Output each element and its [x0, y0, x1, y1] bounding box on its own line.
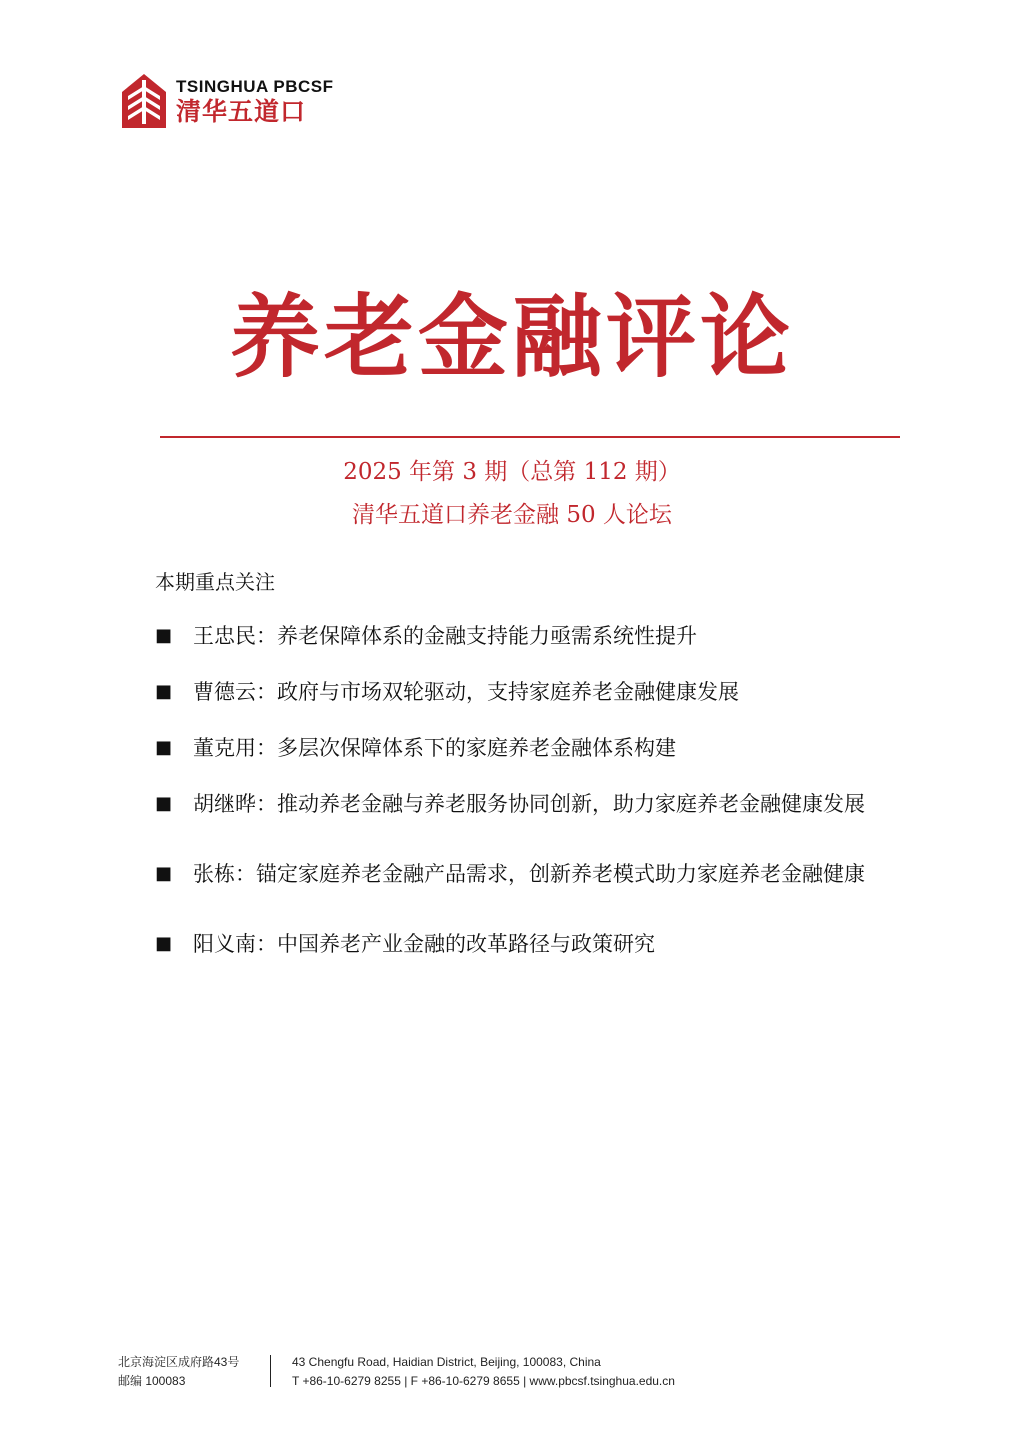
list-item-text: 曹德云：政府与市场双轮驱动，支持家庭养老金融健康发展	[193, 680, 739, 704]
list-item	[155, 860, 885, 902]
page-title: 养老金融评论	[230, 284, 794, 390]
list-item	[155, 678, 885, 706]
list-item-text: 胡继晔：推动养老金融与养老服务协同创新，助力家庭养老金融健康发展	[193, 792, 865, 816]
list-item	[155, 790, 885, 832]
list-item-text: 张栋：锚定家庭养老金融产品需求，创新养老模式助力家庭养老金融健康	[193, 862, 865, 886]
bullet-square-icon: ■	[155, 793, 173, 814]
brand-name-en: TSINGHUA PBCSF	[176, 77, 334, 96]
logo	[120, 72, 334, 132]
list-item	[155, 734, 885, 762]
issue-number: 2025 年第 3 期（总第 112 期）	[343, 459, 681, 485]
footer-address-cn: 北京海淀区成府路43号	[118, 1355, 240, 1369]
bullet-square-icon: ■	[155, 863, 173, 884]
pbcsf-emblem-icon	[120, 72, 168, 132]
focus-heading: 本期重点关注	[155, 570, 275, 594]
list-item	[155, 930, 885, 958]
focus-list	[155, 622, 885, 986]
bullet-square-icon: ■	[155, 625, 173, 646]
footer-contact: T +86-10-6279 8255 | F +86-10-6279 8655 | www.pbcsf.tsinghua.edu.cn	[292, 1374, 675, 1388]
bullet-square-icon: ■	[155, 681, 173, 702]
list-item-text: 阳义南：中国养老产业金融的改革路径与政策研究	[193, 932, 655, 956]
footer-divider	[270, 1355, 271, 1387]
brand-name-cn: 清华五道口	[176, 97, 307, 126]
bullet-square-icon: ■	[155, 737, 173, 758]
footer-address-en: 43 Chengfu Road, Haidian District, Beijing, 100083, China	[292, 1355, 601, 1369]
title-divider	[160, 436, 900, 438]
bullet-square-icon: ■	[155, 933, 173, 954]
footer-postcode-cn: 邮编 100083	[118, 1374, 186, 1388]
footer-address-cn-block	[118, 1353, 258, 1391]
list-item-text: 董克用：多层次保障体系下的家庭养老金融体系构建	[193, 736, 676, 760]
list-item-text: 王忠民：养老保障体系的金融支持能力亟需系统性提升	[193, 624, 697, 648]
footer-address-en-block	[292, 1353, 752, 1391]
forum-name: 清华五道口养老金融 50 人论坛	[352, 502, 672, 528]
list-item	[155, 622, 885, 650]
